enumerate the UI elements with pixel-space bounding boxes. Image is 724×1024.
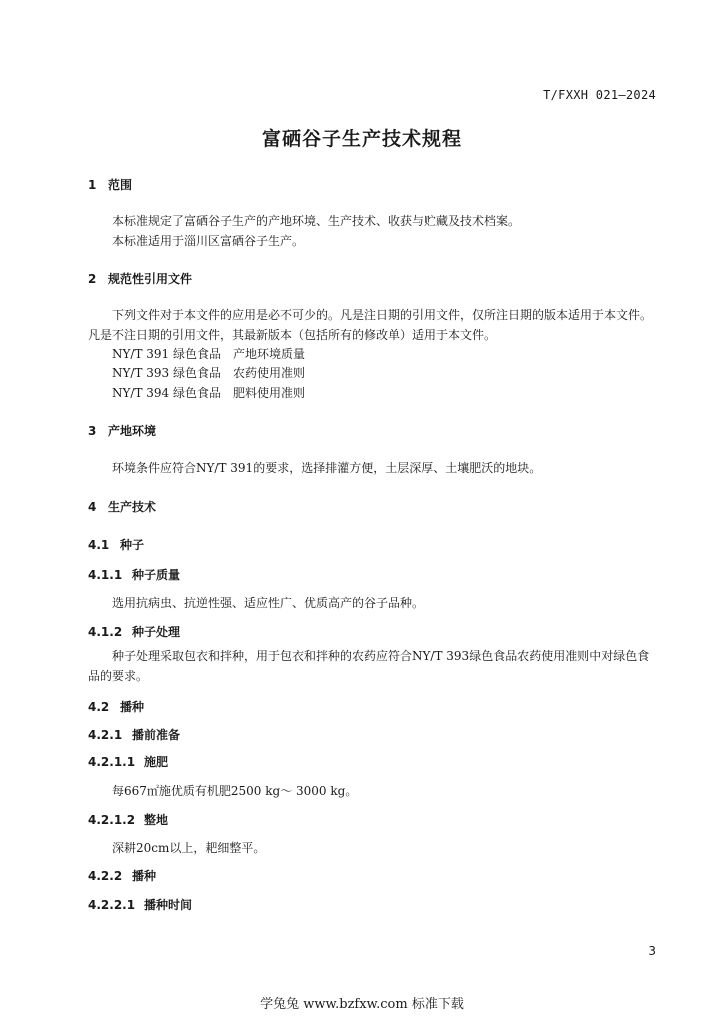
paragraph: 每667㎡施优质有机肥2500 kg～ 3000 kg。 xyxy=(112,784,358,798)
section-number: 4.1.1 xyxy=(88,568,123,582)
section-title: 播前准备 xyxy=(132,728,181,742)
reference-item: NY/T 394 绿色食品 肥料使用准则 xyxy=(112,386,306,400)
subsection-heading-4-2-1-1 xyxy=(88,753,168,770)
paragraph: 本标准适用于淄川区富硒谷子生产。 xyxy=(112,234,305,248)
document-code: T/FXXH 021—2024 xyxy=(543,88,656,102)
section-heading-2 xyxy=(88,270,192,287)
subsection-heading-4-1-1 xyxy=(88,566,180,583)
section-title: 施肥 xyxy=(144,755,169,769)
section-heading-3 xyxy=(88,422,156,439)
section-heading-1 xyxy=(88,176,132,193)
section-number: 4.2.2 xyxy=(88,869,123,883)
section-title: 生产技术 xyxy=(108,500,157,514)
subsection-heading-4-1 xyxy=(88,536,144,553)
section-title: 规范性引用文件 xyxy=(108,272,193,286)
section-number: 4.2 xyxy=(88,700,110,714)
section-heading-4 xyxy=(88,498,156,515)
subsection-heading-4-1-2 xyxy=(88,623,180,640)
section-title: 播种 xyxy=(132,869,157,883)
paragraph: 选用抗病虫、抗逆性强、适应性广、优质高产的谷子品种。 xyxy=(112,596,425,610)
section-number: 2 xyxy=(88,272,97,286)
subsection-heading-4-2 xyxy=(88,698,144,715)
page-number: 3 xyxy=(648,944,656,958)
section-title: 播种时间 xyxy=(144,898,193,912)
subsection-heading-4-2-2 xyxy=(88,867,156,884)
section-number: 4.1.2 xyxy=(88,625,123,639)
section-title: 整地 xyxy=(144,813,169,827)
document-title: 富硒谷子生产技术规程 xyxy=(261,128,462,150)
section-number: 1 xyxy=(88,178,97,192)
reference-item: NY/T 391 绿色食品 产地环境质量 xyxy=(112,347,306,361)
reference-item: NY/T 393 绿色食品 农药使用准则 xyxy=(112,366,306,380)
section-title: 种子 xyxy=(120,538,145,552)
section-number: 4.2.1.1 xyxy=(88,755,136,769)
paragraph: 环境条件应符合NY/T 391的要求，选择排灌方便，土层深厚、土壤肥沃的地块。 xyxy=(112,461,542,475)
paragraph: 下列文件对于本文件的应用是必不可少的。凡是注日期的引用文件，仅所注日期的版本适用于本文件。凡是不注日期的引用文件，其最新版本（包括所有的修改单）适用于本文件。 xyxy=(88,308,653,342)
section-number: 4 xyxy=(88,500,97,514)
section-title: 播种 xyxy=(120,700,145,714)
section-number: 4.1 xyxy=(88,538,110,552)
section-title: 范围 xyxy=(108,178,133,192)
subsection-heading-4-2-1-2 xyxy=(88,811,168,828)
subsection-heading-4-2-2-1 xyxy=(88,896,192,913)
section-title: 产地环境 xyxy=(108,424,157,438)
section-number: 4.2.1.2 xyxy=(88,813,136,827)
paragraph: 种子处理采取包衣和拌种，用于包衣和拌种的农药应符合NY/T 393绿色食品农药使用准则中对绿色食品的要求。 xyxy=(88,649,650,683)
section-number: 3 xyxy=(88,424,97,438)
section-title: 种子处理 xyxy=(132,625,181,639)
section-number: 4.2.1 xyxy=(88,728,123,742)
paragraph: 深耕20cm以上，耙细整平。 xyxy=(112,841,266,855)
footer-watermark: 学兔兔 www.bzfxw.com 标准下载 xyxy=(260,997,464,1012)
section-title: 种子质量 xyxy=(132,568,181,582)
section-number: 4.2.2.1 xyxy=(88,898,136,912)
paragraph: 本标准规定了富硒谷子生产的产地环境、生产技术、收获与贮藏及技术档案。 xyxy=(112,214,521,228)
subsection-heading-4-2-1 xyxy=(88,726,180,743)
